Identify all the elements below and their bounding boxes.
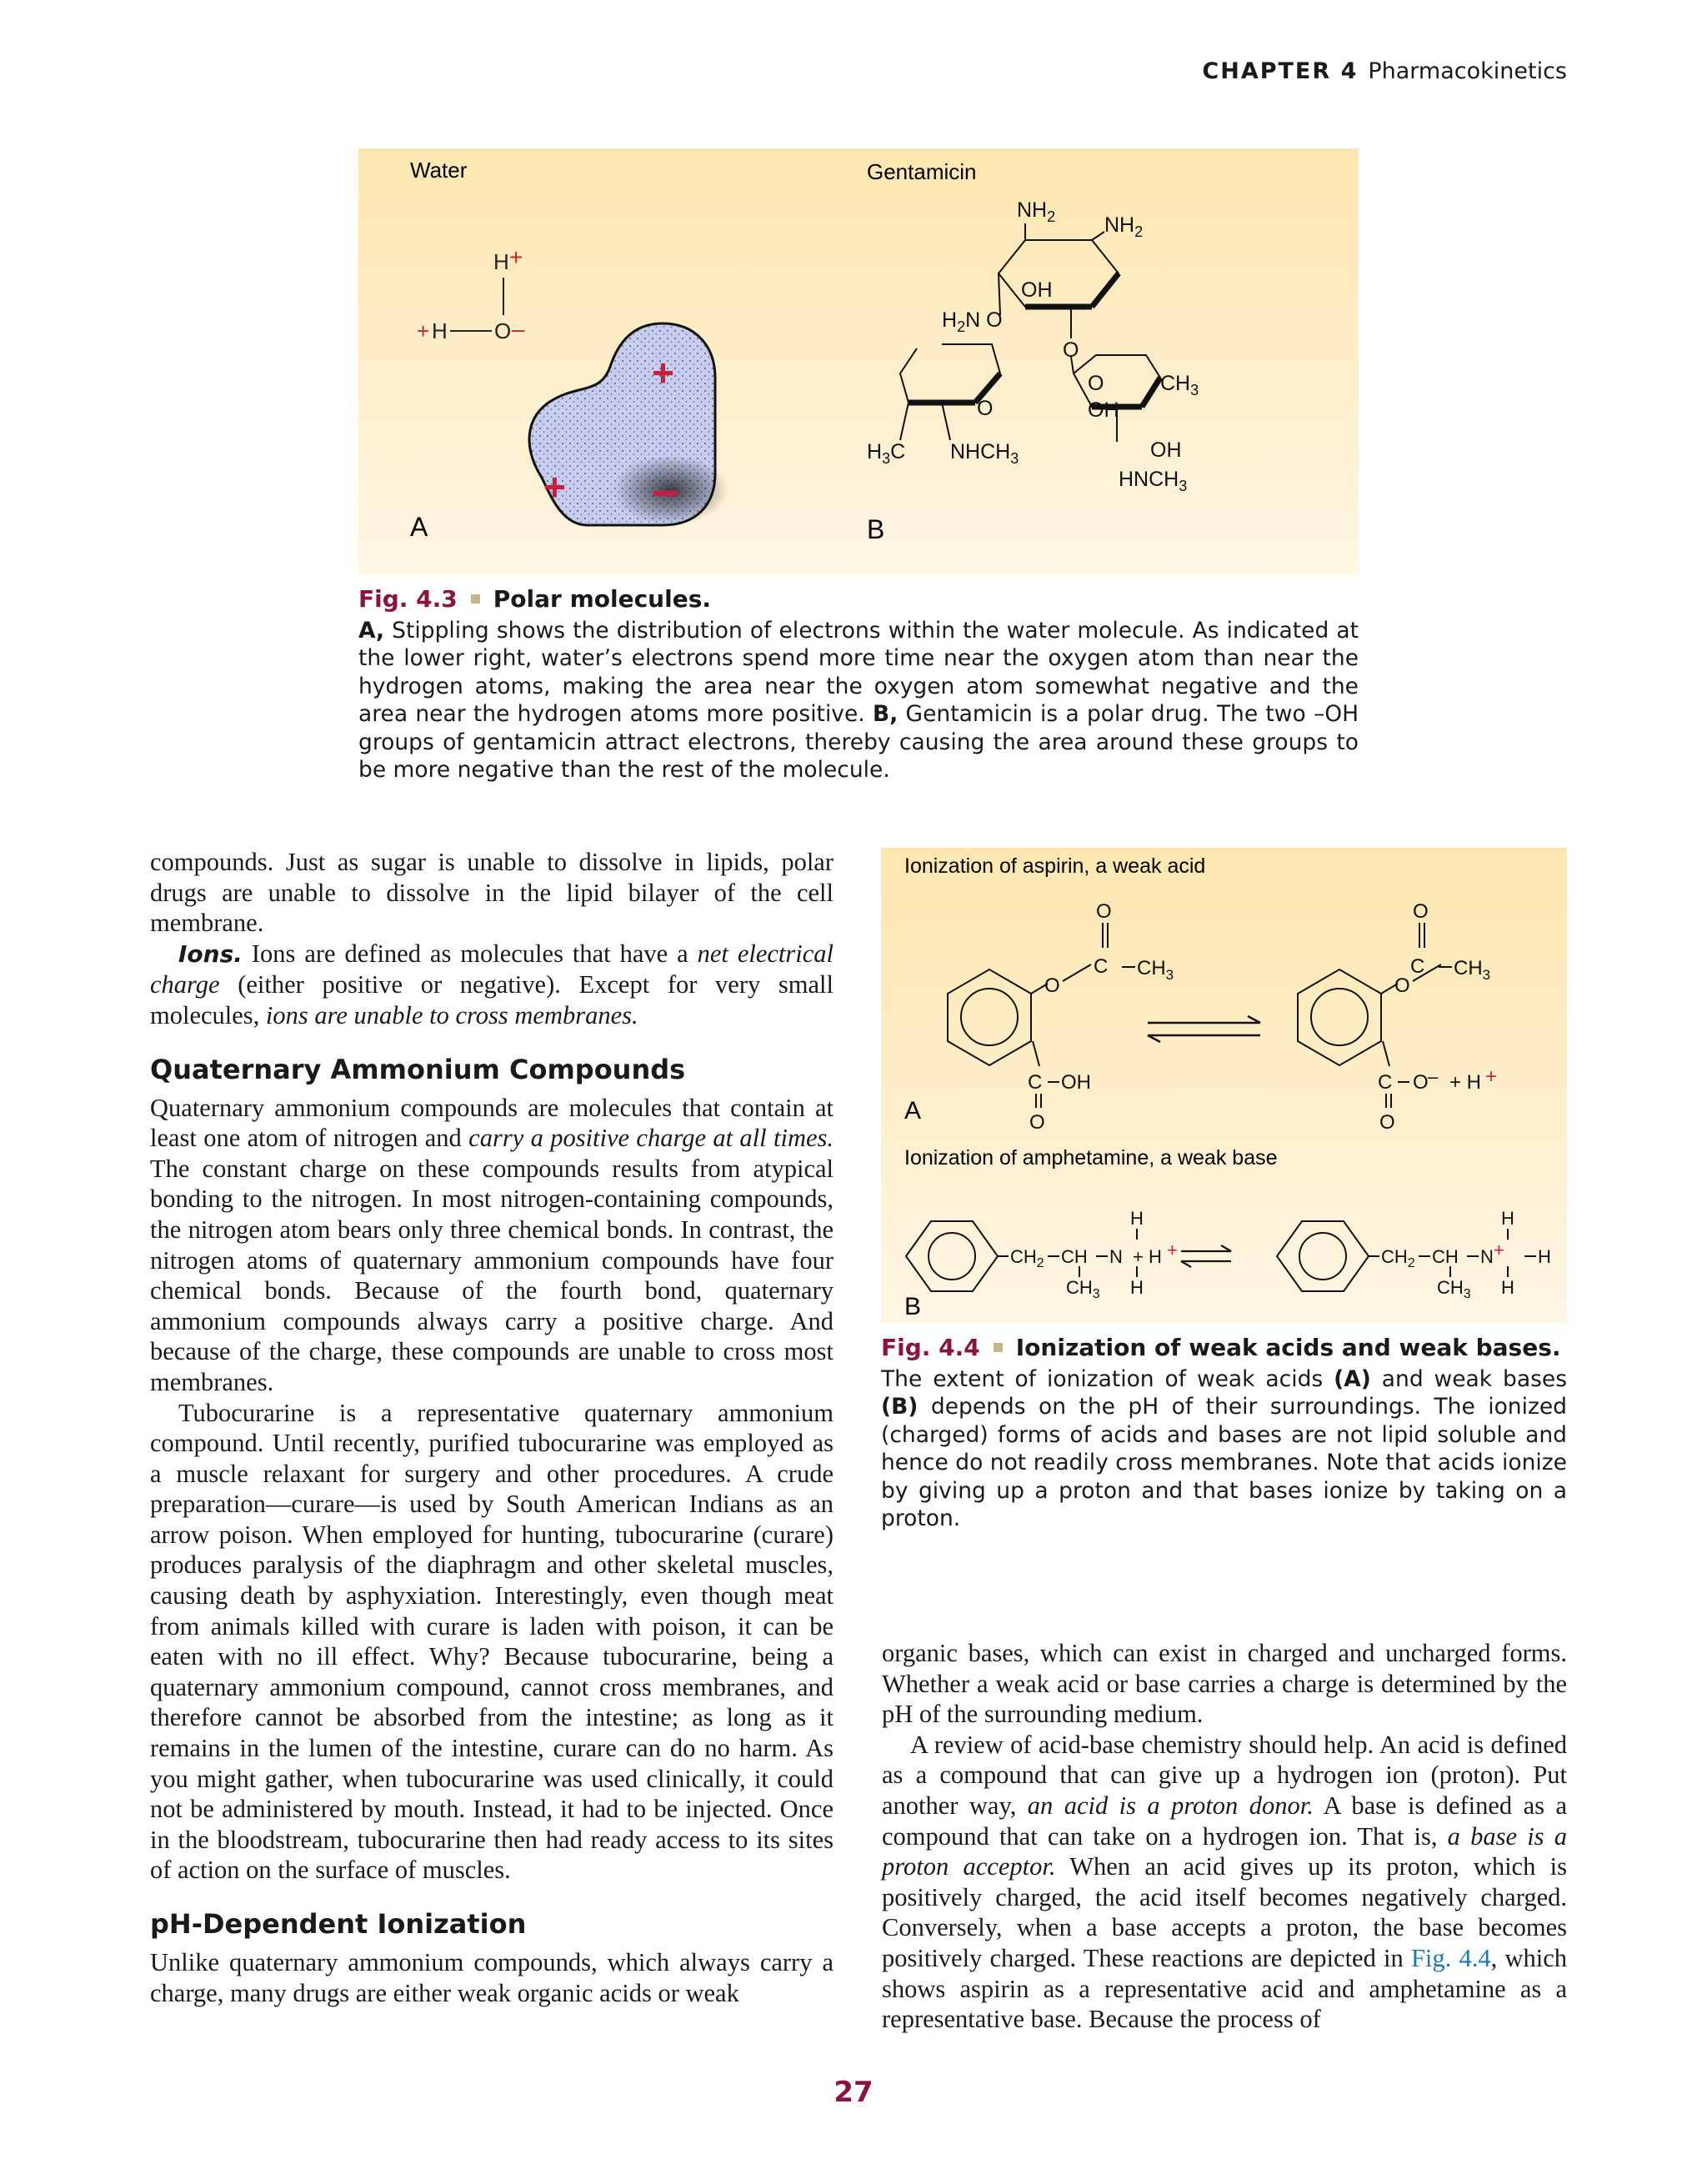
panel-a-label: A [904, 1097, 922, 1125]
svg-text:OH: OH [1021, 278, 1053, 302]
panel-b-label: B [904, 1293, 922, 1320]
figure-4-3-panel [358, 148, 1359, 575]
svg-text:CH: CH [1432, 1246, 1459, 1267]
svg-text:CH3: $CH_3$ [1160, 372, 1199, 398]
gentamicin-structure [900, 223, 1160, 442]
paragraph-acid-base [882, 1730, 1567, 2035]
svg-text:HNCH3: $HNCH_3$ [1119, 468, 1188, 494]
svg-text:O: O [1063, 338, 1079, 362]
emphasis: carry a positive charge at all times. [468, 1124, 833, 1153]
svg-text:H: H [1501, 1208, 1514, 1229]
svg-text:+: + [652, 351, 674, 394]
bullet-square-icon [994, 1343, 1003, 1352]
svg-text:NH2: $NH_2$ [1104, 213, 1144, 240]
svg-text:O: O [1413, 1071, 1429, 1094]
svg-text:CH3: $CH_3$ [1454, 957, 1491, 983]
section-heading-ph: pH-Dependent Ionization [150, 1908, 527, 1940]
svg-text:OH: OH [1150, 438, 1182, 462]
svg-text:N: N [1109, 1246, 1123, 1267]
svg-text:H: H [432, 318, 448, 343]
gentamicin-label: Gentamicin [867, 159, 977, 184]
svg-text:H: H [493, 249, 509, 274]
figure-4-4-link[interactable]: Fig. 4.4 [1410, 1943, 1491, 1972]
text: , which shows aspirin as a representative acid and amphetamine as a representative base. Because the process of [882, 1943, 1567, 2034]
svg-text:O: O [977, 397, 994, 420]
emphasis: ions are unable to cross membranes. [265, 1000, 638, 1029]
svg-text:OH: OH [1061, 1071, 1091, 1094]
text: depends on the pH of their surroundings. The ionized (charged) forms of acids and bases are not lipid soluble and hence do not readily cross membranes. Note that acids ionize by giving up a proton and that bases ionize by taking on a proton. [881, 1394, 1567, 1531]
svg-text:CH2: $CH_2$ [1010, 1246, 1044, 1270]
svg-text:O: O [1096, 900, 1112, 923]
emphasis: a base is a proton acceptor. [882, 1821, 1567, 1881]
svg-text:C: C [1378, 1071, 1393, 1094]
svg-text:CH3: $CH_3$ [1437, 1277, 1471, 1301]
caption-part-b-text: Gentamicin is a polar drug. The two –OH groups of gentamicin attract electrons, thereby causing the area around these groups to be more negative than the rest of the molecule. [358, 701, 1359, 783]
svg-text:NH2: $NH_2$ [1017, 198, 1056, 225]
svg-text:C: C [1094, 955, 1109, 978]
water-electron-cloud [529, 323, 729, 525]
svg-text:O: O [1088, 372, 1104, 395]
figure-4-4-caption [881, 1334, 1567, 1533]
figure-4-3-caption [358, 585, 1359, 784]
paragraph-ions [150, 939, 833, 1031]
svg-text:CH2: $CH_2$ [1381, 1246, 1415, 1270]
svg-text:H: H [1501, 1277, 1514, 1298]
svg-text:O: O [1394, 974, 1410, 997]
paragraph-ph: Unlike quaternary ammonium compounds, which always carry a charge, many drugs are either weak organic acids or weak [150, 1948, 833, 2007]
caption-ref-a: (A) [1334, 1365, 1371, 1392]
paragraph: organic bases, which can exist in charged and uncharged forms. Whether a weak acid or base carries a charge is determined by the pH of the surrounding medium. [882, 1639, 1567, 1729]
section-heading-quaternary: Quaternary Ammonium Compounds [150, 1053, 686, 1085]
paragraph-quaternary [150, 1093, 833, 1398]
svg-text:+: + [509, 244, 523, 270]
emphasis: net electrical charge [150, 939, 833, 999]
figure-4-4-panel [881, 848, 1567, 1323]
svg-text:CH3: $CH_3$ [1066, 1277, 1100, 1301]
svg-text:NHCH3: $NHCH_3$ [950, 440, 1019, 467]
bullet-square-icon [471, 594, 480, 604]
caption-part-a-label: A, [358, 617, 385, 644]
svg-text:C: C [1028, 1071, 1043, 1094]
svg-text:+: + [417, 318, 430, 343]
figure-4-3-illustration [358, 148, 1359, 575]
svg-text:O: O [1044, 974, 1060, 997]
caption-part-b-label: B, [873, 701, 899, 727]
svg-text:O: O [1379, 1111, 1395, 1134]
svg-text:–: – [1428, 1066, 1439, 1087]
svg-text:O: O [494, 318, 512, 343]
svg-text:CH: CH [1061, 1246, 1088, 1267]
svg-text:C: C [1410, 955, 1425, 978]
svg-text:O: O [1413, 900, 1429, 923]
svg-text:OH: OH [1088, 398, 1119, 422]
figure-title: Ionization of weak acids and weak bases. [1015, 1334, 1561, 1361]
text: A review of acid-base chemistry should help. An acid is defined as a compound that can give up a hydrogen ion (proton). Put another way, [882, 1730, 1567, 1820]
page-number: 27 [833, 2076, 874, 2109]
svg-text:H: H [1538, 1246, 1551, 1267]
svg-text:CH3: $CH_3$ [1137, 957, 1174, 983]
text: A base is defined as a compound that can take on a hydrogen ion. That is, [882, 1791, 1567, 1851]
svg-text:H: H [1130, 1277, 1144, 1298]
runin-heading-ions: Ions. [178, 939, 243, 968]
svg-text:H: H [1130, 1208, 1144, 1229]
caption-ref-b: (B) [881, 1394, 919, 1420]
aspirin-title: Ionization of aspirin, a weak acid [904, 854, 1206, 878]
panel-b-label: B [867, 514, 885, 544]
svg-text:+: + [1485, 1065, 1498, 1088]
figure-number: Fig. 4.4 [881, 1334, 980, 1361]
text: When an acid gives up its proton, which is positively charged, the acid itself becomes negatively charged. Conversely, when a base accepts a proton, the base becomes positively charged. These reactions are depicted in [882, 1852, 1567, 1972]
text: and weak bases [1370, 1365, 1567, 1392]
svg-text:+ H: + H [1449, 1071, 1482, 1094]
svg-text:+: + [543, 465, 566, 508]
text: The constant charge on these compounds results from atypical bonding to the nitrogen. In most nitrogen-containing compounds, the nitrogen atom bears only three chemical bonds. In contrast, the nitrogen atoms of quaternary ammonium compounds have four chemical bonds. Because of the fourth bond, quaternary ammonium compounds always carry a positive charge. And because of the charge, these compounds are unable to cross most membranes. [150, 1154, 833, 1396]
water-label: Water [410, 158, 468, 183]
emphasis: an acid is a proton donor. [1027, 1791, 1314, 1820]
svg-text:+: + [1167, 1240, 1178, 1260]
amphetamine-title: Ionization of amphetamine, a weak base [904, 1146, 1278, 1170]
equilibrium-arrow-icon [1148, 1016, 1260, 1042]
chapter-title: Pharmacokinetics [1368, 58, 1567, 84]
text: The extent of ionization of weak acids [881, 1365, 1334, 1392]
paragraph-tubocurarine: Tubocurarine is a representative quaternary ammonium compound. Until recently, purified tubocurarine was employed as a muscle relaxant for surgery and other procedures. A crude preparation—curare—is used by South American Indians as an arrow poison. When employed for hunting, tubocurarine (curare) produces paralysis of the diaphragm and other skeletal muscles, causing death by asphyxiation. Interestingly, even though meat from animals killed with curare is laden with poison, it can be eaten with no ill effect. Why? Because tubocurarine, being a quaternary ammonium compound, cannot cross membranes, and therefore cannot be absorbed from the intestine; as long as it remains in the lumen of the intestine, curare can do no harm. As you might gather, when tubocurarine was used clinically, it could not be administered by mouth. Instead, it had to be injected. Once in the bloodstream, tubocurarine then had ready access to its sites of action on the surface of muscles. [150, 1398, 833, 1885]
left-column [150, 847, 833, 2008]
water-structure [417, 244, 525, 343]
figure-title: Polar molecules. [493, 585, 711, 613]
running-head [1202, 58, 1567, 84]
svg-text:H2N O: $H_2N$ O [942, 308, 1003, 335]
figure-number: Fig. 4.3 [358, 585, 458, 613]
right-column [882, 1638, 1567, 2035]
caption-part-a-text: Stippling shows the distribution of electrons within the water molecule. As indicated at the lower right, water’s electrons spend more time near the oxygen atom than near the hydrogen atoms, making the area near the oxygen atom somewhat negative and the area near the hydrogen atoms more positive. [358, 617, 1359, 727]
svg-text:–: – [512, 316, 525, 342]
text: Quaternary ammonium compounds are molecules that contain at least one atom of nitrogen and [150, 1093, 833, 1153]
panel-a-label: A [410, 512, 428, 542]
paragraph: compounds. Just as sugar is unable to dissolve in lipids, polar drugs are unable to dissolve in the lipid bilayer of the cell membrane. [150, 848, 833, 938]
gentamicin-labels [867, 198, 1199, 494]
svg-text:O: O [1029, 1111, 1045, 1134]
svg-text:+ H: + H [1133, 1246, 1162, 1267]
text: (either positive or negative). Except for very small molecules, [150, 970, 833, 1029]
svg-text:H3C: $H_3C$ [867, 440, 906, 467]
svg-text:+: + [1494, 1240, 1504, 1260]
chapter-label: CHAPTER 4 [1202, 58, 1359, 84]
figure-4-4-illustration [881, 848, 1567, 1323]
text: Ions are defined as molecules that have a [242, 939, 698, 968]
svg-text:N: N [1480, 1246, 1494, 1267]
